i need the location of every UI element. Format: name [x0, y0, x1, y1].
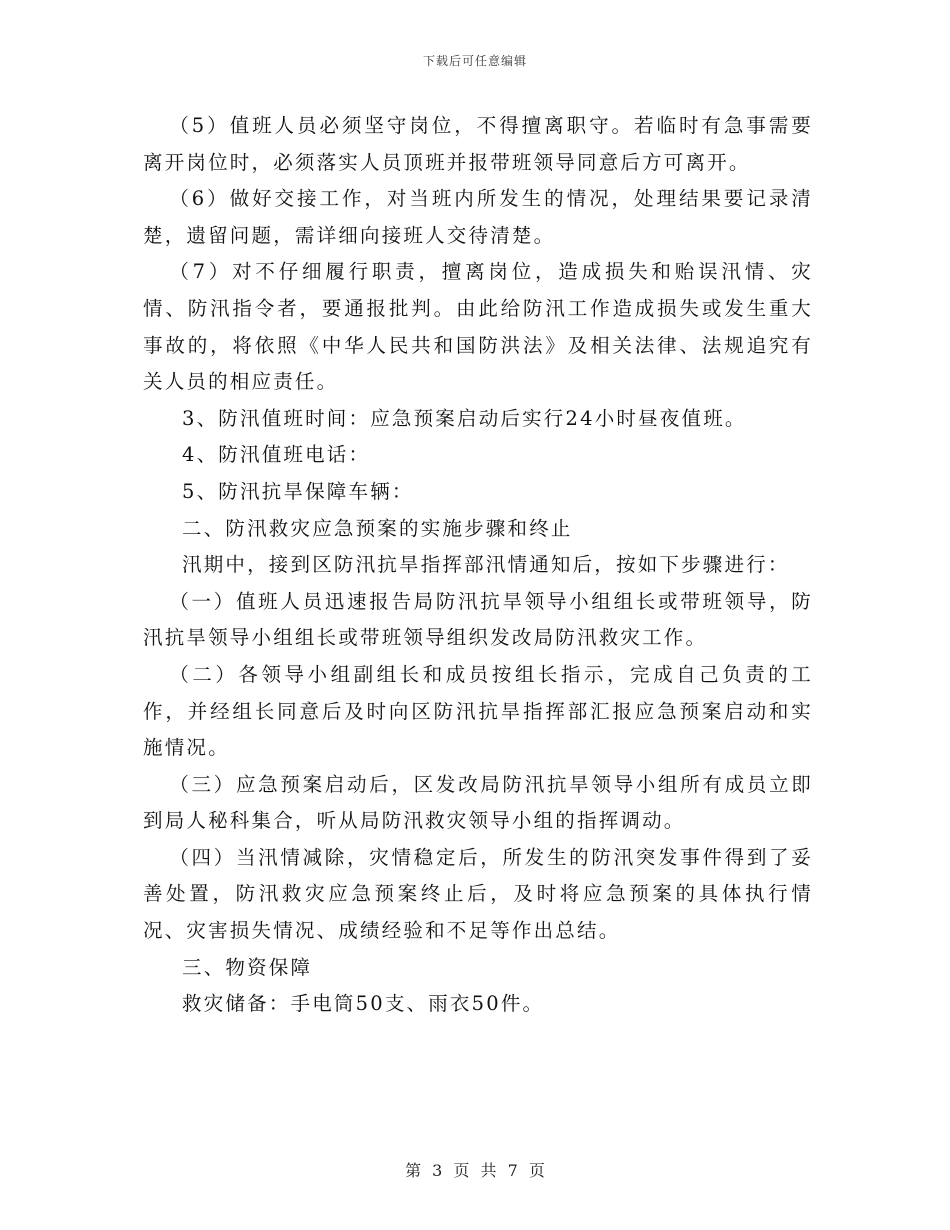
- paragraph-supplies: 救灾储备：手电筒50支、雨衣50件。: [182, 992, 545, 1016]
- paragraph-duty-6: （6）做好交接工作，对当班内所发生的情况，处理结果要记录清楚，遗留问题，需详细向接班人交待清楚。: [143, 187, 813, 247]
- page-number: 第 3 页 共 7 页: [405, 1161, 545, 1180]
- paragraph-duty-time: 3、防汛值班时间：应急预案启动后实行24小时昼夜值班。: [182, 406, 747, 430]
- paragraph-duty-5: （5）值班人员必须坚守岗位，不得擅离职守。若临时有急事需要离开岗位时，必须落实人员顶班并报带班领导同意后方可离开。: [143, 114, 813, 174]
- paragraph-step-1: （一）值班人员迅速报告局防汛抗旱领导小组组长或带班领导，防汛抗旱领导小组组长或带班领导组织发改局防汛救灾工作。: [143, 589, 813, 650]
- paragraph-step-3: （三）应急预案启动后，区发改局防汛抗旱领导小组所有成员立即到局人秘科集合，听从局防汛救灾领导小组的指挥调动。: [143, 772, 813, 833]
- document-body: [143, 108, 813, 1023]
- paragraph-step-2: （二）各领导小组副组长和成员按组长指示，完成自己负责的工作，并经组长同意后及时向区防汛抗旱指挥部汇报应急预案启动和实施情况。: [143, 662, 813, 760]
- section-heading-3: 三、物资保障: [182, 955, 313, 979]
- paragraph-steps-intro: 汛期中，接到区防汛抗旱指挥部汛情通知后，按如下步骤进行：: [182, 553, 790, 577]
- paragraph-duty-7: （7）对不仔细履行职责，擅离岗位，造成损失和贻误汛情、灾情、防汛指令者，要通报批判。由此给防汛工作造成损失或发生重大事故的，将依照《中华人民共和国防洪法》及相关法律、法规追究有关人员的相应责任。: [143, 260, 813, 394]
- paragraph-step-4: （四）当汛情减除，灾情稳定后，所发生的防汛突发事件得到了妥善处置，防汛救灾应急预案终止后，及时将应急预案的具体执行情况、灾害损失情况、成绩经验和不足等作出总结。: [143, 845, 813, 943]
- paragraph-vehicles: 5、防汛抗旱保障车辆：: [182, 479, 414, 503]
- page-header: 下载后可任意编辑: [422, 54, 527, 68]
- section-heading-2: 二、防汛救灾应急预案的实施步骤和终止: [182, 516, 573, 540]
- paragraph-duty-phone: 4、防汛值班电话：: [182, 443, 371, 467]
